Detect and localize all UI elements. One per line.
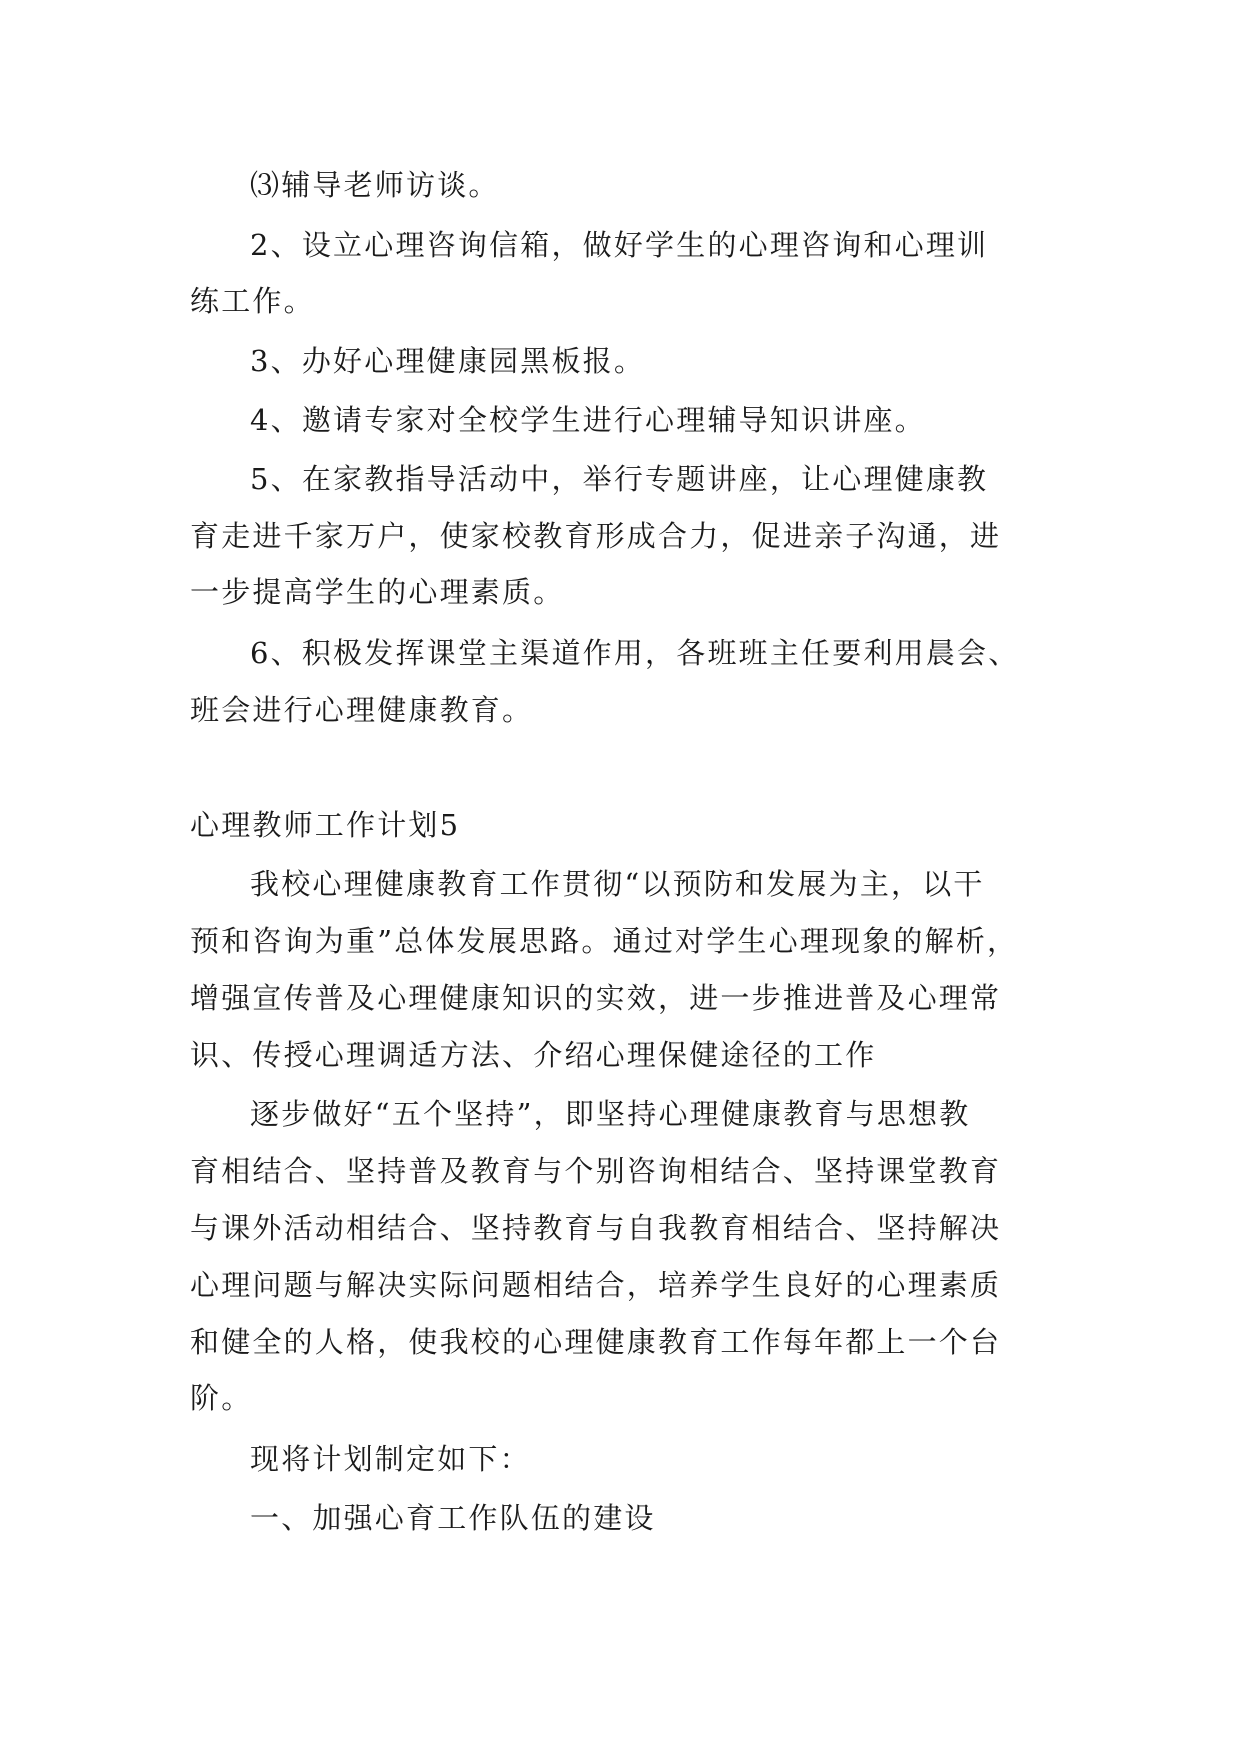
item-6-line-2: 班会进行心理健康教育。	[190, 693, 534, 727]
item-2-line-2: 练工作。	[190, 284, 315, 318]
paragraph-2-line-2: 育相结合、坚持普及教育与个别咨询相结合、坚持课堂教育	[190, 1154, 1002, 1188]
section-subheading-1: 一、加强心育工作队伍的建设	[250, 1501, 656, 1535]
item-5-line-2: 育走进千家万户，使家校教育形成合力，促进亲子沟通，进	[190, 519, 1002, 553]
paragraph-1-line-4: 识、传授心理调适方法、介绍心理保健途径的工作	[190, 1038, 877, 1072]
paragraph-3: 现将计划制定如下：	[250, 1442, 531, 1476]
item-6-line-1: 6、积极发挥课堂主渠道作用，各班班主任要利用晨会、	[250, 636, 1020, 670]
paragraph-2-line-3: 与课外活动相结合、坚持教育与自我教育相结合、坚持解决	[190, 1211, 1002, 1245]
paragraph-1-line-1: 我校心理健康教育工作贯彻“以预防和发展为主，以干	[250, 867, 985, 901]
section-heading: 心理教师工作计划5	[190, 808, 461, 842]
paragraph-2-line-5: 和健全的人格，使我校的心理健康教育工作每年都上一个台	[190, 1325, 1002, 1359]
item-4: 4、邀请专家对全校学生进行心理辅导知识讲座。	[250, 403, 926, 437]
item-5-line-3: 一步提高学生的心理素质。	[190, 575, 565, 609]
paragraph-2-line-6: 阶。	[190, 1381, 253, 1415]
paragraph-1-line-3: 增强宣传普及心理健康知识的实效，进一步推进普及心理常	[190, 981, 1002, 1015]
item-3: 3、办好心理健康园黑板报。	[250, 344, 646, 378]
paragraph-1-line-2: 预和咨询为重”总体发展思路。通过对学生心理现象的解析，	[190, 924, 1019, 958]
item-5-line-1: 5、在家教指导活动中，举行专题讲座，让心理健康教	[250, 462, 989, 496]
sub-item-3: ⑶辅导老师访谈。	[250, 168, 500, 202]
item-2-line-1: 2、设立心理咨询信箱，做好学生的心理咨询和心理训	[250, 228, 989, 262]
paragraph-2-line-4: 心理问题与解决实际问题相结合，培养学生良好的心理素质	[190, 1268, 1002, 1302]
paragraph-2-line-1: 逐步做好“五个坚持”，即坚持心理健康教育与思想教	[250, 1097, 971, 1131]
